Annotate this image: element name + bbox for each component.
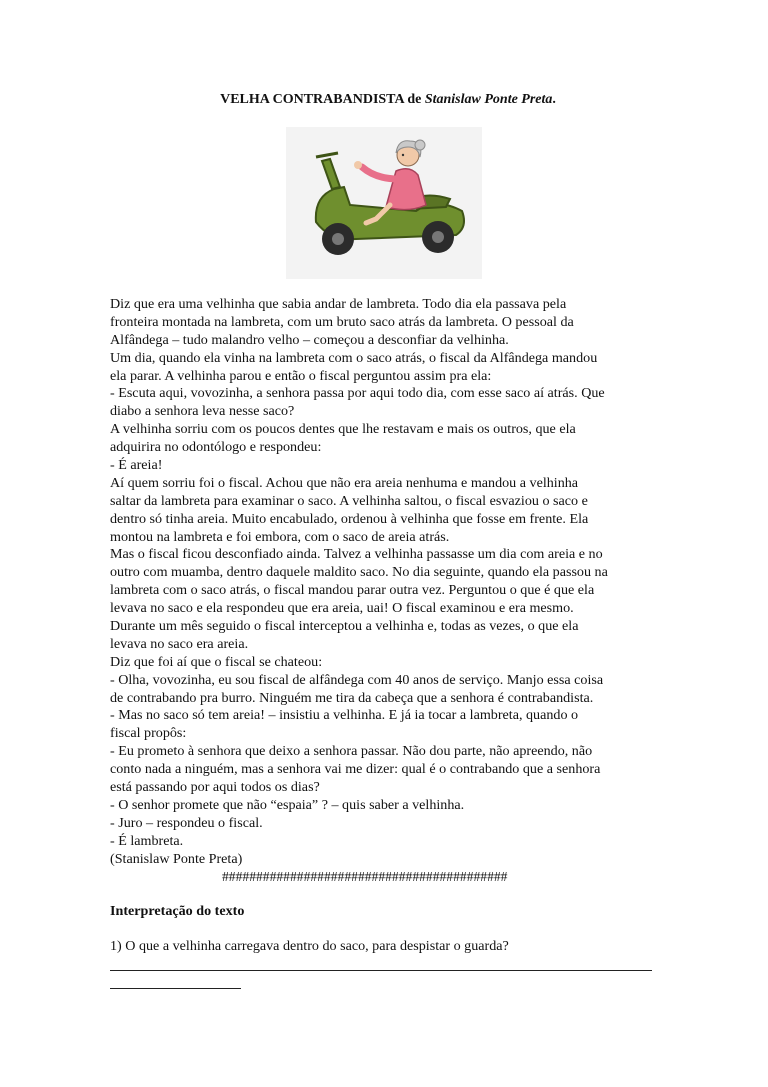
story-text [110, 296, 670, 869]
story-line: Mas o fiscal ficou desconfiado ainda. Talvez a velhinha passasse um dia com areia e no [110, 546, 603, 563]
story-illustration [286, 127, 482, 279]
story-line: Diz que foi aí que o fiscal se chateou: [110, 653, 323, 670]
section-heading: Interpretação do texto [110, 903, 245, 919]
story-line: conto nada a ninguém, mas a senhora vai me dizer: qual é o contrabando que a senhora [110, 761, 601, 778]
answer-line-2 [110, 988, 241, 989]
story-line: levava no saco era areia. [110, 635, 249, 652]
story-line: - É lambreta. [110, 832, 184, 849]
separator-line: ########################################## [222, 869, 508, 884]
story-line: dentro só tinha areia. Muito encabulado, ordenou à velhinha que fosse em frente. Ela [110, 510, 589, 527]
story-line: ela parar. A velhinha parou e então o fiscal perguntou assim pra ela: [110, 367, 492, 384]
story-line: montou na lambreta e foi embora, com o saco de areia atrás. [110, 528, 450, 545]
question-1: 1) O que a velhinha carregava dentro do saco, para despistar o guarda? [110, 938, 509, 954]
story-line: Alfândega – tudo malandro velho – começou a desconfiar da velhinha. [110, 331, 509, 348]
story-line: lambreta com o saco atrás, o fiscal mandou parar outra vez. Perguntou o que é que ela [110, 582, 595, 599]
title-main: VELHA CONTRABANDISTA de [220, 92, 422, 107]
story-line: de contrabando pra burro. Ninguém me tira da cabeça que a senhora é contrabandista. [110, 689, 594, 706]
story-line: fiscal propôs: [110, 725, 187, 742]
story-line: fronteira montada na lambreta, com um bruto saco atrás da lambreta. O pessoal da [110, 313, 574, 330]
story-line: - Juro – respondeu o fiscal. [110, 814, 263, 831]
story-line: levava no saco e ela respondeu que era areia, uai! O fiscal examinou e era mesmo. [110, 600, 574, 617]
story-line: - Olha, vovozinha, eu sou fiscal de alfândega com 40 anos de serviço. Manjo essa coisa [110, 671, 604, 688]
story-line: - O senhor promete que não “espaia” ? – quis saber a velhinha. [110, 796, 465, 813]
story-line: - É areia! [110, 457, 163, 474]
story-line: adquirira no odontólogo e respondeu: [110, 439, 322, 456]
document-title [0, 92, 768, 108]
story-line: outro com muamba, dentro daquele maldito saco. No dia seguinte, quando ela passou na [110, 564, 608, 581]
story-line: - Mas no saco só tem areia! – insistiu a velhinha. E já ia tocar a lambreta, quando o [110, 707, 579, 724]
story-line: Aí quem sorriu foi o fiscal. Achou que não era areia nenhuma e mandou a velhinha [110, 474, 579, 491]
story-line: Durante um mês seguido o fiscal interceptou a velhinha e, todas as vezes, o que ela [110, 618, 579, 635]
answer-line-1 [110, 970, 652, 971]
story-line: saltar da lambreta para examinar o saco. A velhinha saltou, o fiscal esvaziou o saco e [110, 492, 588, 509]
old-woman-on-scooter-illustration [286, 127, 482, 279]
story-line: Um dia, quando ela vinha na lambreta com o saco atrás, o fiscal da Alfândega mandou [110, 349, 598, 366]
story-line: diabo a senhora leva nesse saco? [110, 403, 295, 420]
story-line: está passando por aqui todos os dias? [110, 779, 320, 796]
story-line: - Eu prometo à senhora que deixo a senhora passar. Não dou parte, não apreendo, não [110, 743, 593, 760]
title-author: Stanislaw Ponte Preta [424, 92, 553, 107]
story-line: (Stanislaw Ponte Preta) [110, 850, 243, 867]
story-line: - Escuta aqui, vovozinha, a senhora passa por aqui todo dia, com esse saco aí atrás. Que [110, 385, 605, 402]
story-line: A velhinha sorriu com os poucos dentes que lhe restavam e mais os outros, que ela [110, 421, 576, 438]
story-line: Diz que era uma velhinha que sabia andar de lambreta. Todo dia ela passava pela [110, 296, 567, 312]
title-period: . [552, 92, 556, 107]
